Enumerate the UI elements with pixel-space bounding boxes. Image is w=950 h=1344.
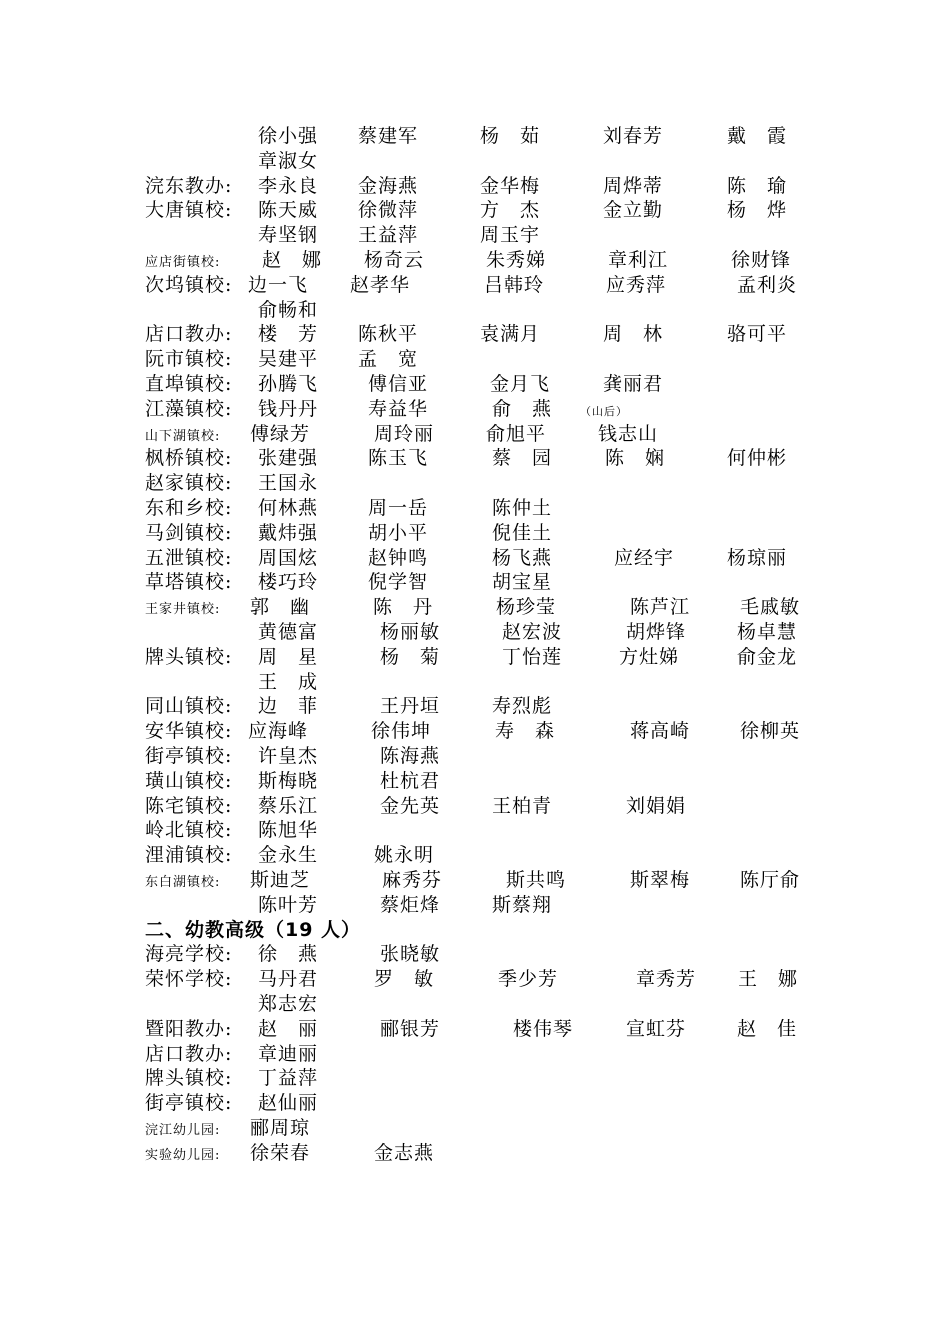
person-name: 倪学智 — [368, 571, 429, 594]
person-name: 戴 霞 — [727, 125, 788, 147]
person-name: 斯梅晓 — [258, 769, 319, 792]
person-name: 戴炜强 — [258, 521, 319, 544]
table-row — [0, 322, 950, 347]
org-name: 浬浦镇校: — [145, 844, 233, 867]
person-name: 应经宇 — [614, 546, 675, 569]
person-name: 楼伟琴 — [513, 1017, 574, 1040]
person-name: 郦银芳 — [380, 1017, 441, 1040]
org-name: 实验幼儿园: — [145, 1147, 221, 1163]
table-row — [0, 149, 950, 174]
table-row — [0, 496, 950, 521]
table-row — [0, 223, 950, 248]
org-name: 浣江幼儿园: — [145, 1123, 221, 1138]
person-name: 杨 烨 — [727, 199, 788, 222]
table-row — [0, 818, 950, 843]
person-name: 孟利炎 — [737, 273, 798, 296]
person-name: 孟 宽 — [358, 348, 419, 371]
table-row — [0, 1042, 950, 1067]
person-name: 何林燕 — [258, 497, 319, 519]
person-name: 方 杰 — [480, 199, 541, 222]
table-row — [0, 372, 950, 397]
person-name: 郭 幽 — [250, 596, 311, 619]
table-row — [0, 794, 950, 819]
person-name: 金华梅 — [480, 174, 541, 197]
person-name: 金志燕 — [374, 1141, 435, 1164]
person-name: 楼 芳 — [258, 323, 319, 346]
table-row — [0, 1017, 950, 1042]
person-name: 杨 菊 — [380, 645, 441, 668]
person-name: 王丹垣 — [380, 695, 441, 718]
person-name: 金立勤 — [603, 199, 664, 222]
person-name: 边一飞 — [248, 273, 309, 296]
person-name: 寿益华 — [368, 397, 429, 420]
person-name: 应海峰 — [248, 720, 309, 743]
person-name: 郑志宏 — [258, 993, 319, 1015]
person-name: 徐微萍 — [358, 199, 419, 222]
person-name: 杨 茹 — [480, 125, 541, 147]
table-row — [0, 992, 950, 1017]
person-name: 倪佳土 — [492, 521, 553, 544]
person-name: 斯蔡翔 — [492, 893, 553, 916]
person-name: 杜杭君 — [380, 769, 441, 792]
person-name: 姚永明 — [374, 844, 435, 867]
person-name: 王柏青 — [492, 794, 553, 817]
org-name: 山下湖镇校: — [145, 428, 221, 444]
person-name: 丁怡莲 — [502, 645, 563, 668]
table-row — [0, 1066, 950, 1091]
org-name: 江藻镇校: — [145, 397, 233, 420]
person-name: 章利江 — [608, 249, 669, 271]
person-name: 胡小平 — [368, 521, 429, 544]
person-name: 王国永 — [258, 472, 319, 495]
org-name: 街亭镇校: — [145, 745, 233, 767]
table-row — [0, 1141, 950, 1166]
person-name: 陈 瑜 — [727, 174, 788, 197]
person-name: 马丹君 — [258, 968, 319, 991]
org-name: 璜山镇校: — [145, 769, 233, 792]
table-row — [0, 942, 950, 967]
person-name: 刘娟娟 — [626, 794, 687, 817]
section-heading-row — [0, 918, 950, 943]
person-name: 王 娜 — [738, 968, 799, 991]
table-row — [0, 248, 950, 273]
person-name: 朱秀娣 — [486, 249, 547, 271]
table-row — [0, 893, 950, 918]
person-name: 徐小强 — [258, 125, 319, 147]
person-name: 黄德富 — [258, 621, 319, 643]
table-row — [0, 446, 950, 471]
org-name: 牌头镇校: — [145, 1067, 233, 1090]
org-name: 直埠镇校: — [145, 373, 233, 395]
person-name: 赵孝华 — [350, 273, 411, 296]
person-name: 周一岳 — [368, 497, 429, 519]
org-name: 五泄镇校: — [145, 546, 233, 569]
table-row — [0, 273, 950, 298]
org-name: 街亭镇校: — [145, 1092, 233, 1115]
person-name: 楼巧玲 — [258, 571, 319, 594]
person-name: 吕韩玲 — [484, 273, 545, 296]
table-row — [0, 570, 950, 595]
org-name: 店口教办: — [145, 1042, 233, 1065]
person-name: 陈天威 — [258, 199, 319, 222]
table-row — [0, 645, 950, 670]
person-name: 边 菲 — [258, 695, 319, 718]
person-name: 金月飞 — [490, 373, 551, 395]
person-name: 徐伟坤 — [371, 720, 432, 743]
person-name: 俞旭平 — [486, 422, 547, 445]
table-row — [0, 397, 950, 422]
person-name: 徐荣春 — [250, 1141, 311, 1164]
person-name: 蒋高崎 — [630, 720, 691, 743]
person-name: 陈芦江 — [630, 596, 691, 619]
person-name: 徐 燕 — [258, 943, 319, 966]
org-name: 东白湖镇校: — [145, 875, 221, 890]
note-text: （山后） — [580, 404, 628, 418]
person-name: 方灶娣 — [619, 645, 680, 668]
person-name: 蔡建军 — [358, 125, 419, 147]
person-name: 赵仙丽 — [258, 1092, 319, 1115]
org-name: 马剑镇校: — [145, 521, 233, 544]
person-name: 杨奇云 — [364, 249, 425, 271]
org-name: 草塔镇校: — [145, 571, 233, 594]
person-name: 陈 丹 — [373, 596, 434, 619]
person-name: 章秀芳 — [636, 968, 697, 991]
person-name: 陈秋平 — [358, 323, 419, 346]
person-name: 金海燕 — [358, 174, 419, 197]
person-name: 郦周琼 — [250, 1117, 311, 1139]
table-row — [0, 521, 950, 546]
person-name: 周 星 — [258, 645, 319, 668]
person-name: 寿 森 — [495, 720, 556, 743]
table-row — [0, 967, 950, 992]
person-name: 罗 敏 — [374, 968, 435, 991]
person-name: 金先英 — [380, 794, 441, 817]
person-name: 陈仲土 — [492, 497, 553, 519]
person-name: 刘春芳 — [603, 125, 664, 147]
person-name: 季少芳 — [498, 968, 559, 991]
org-name: 东和乡校: — [145, 497, 233, 519]
table-row — [0, 1116, 950, 1141]
person-name: 傅信亚 — [368, 373, 429, 395]
person-name: 杨飞燕 — [492, 546, 553, 569]
person-name: 章淑女 — [258, 149, 319, 172]
table-row — [0, 174, 950, 199]
person-name: 张晓敏 — [380, 943, 441, 966]
org-name: 海亮学校: — [145, 943, 233, 966]
person-name: 寿烈彪 — [492, 695, 553, 718]
section-heading: 二、幼教高级（19 人） — [145, 918, 362, 941]
person-name: 王益萍 — [358, 224, 419, 247]
person-name: 蔡炬烽 — [380, 893, 441, 916]
table-row — [0, 1091, 950, 1116]
table-row — [0, 769, 950, 794]
person-name: 骆可平 — [727, 323, 788, 346]
person-name: 赵 娜 — [262, 249, 323, 271]
person-name: 杨珍莹 — [496, 596, 557, 619]
person-name: 胡烨锋 — [626, 621, 687, 643]
person-name: 袁满月 — [480, 323, 541, 346]
table-row — [0, 620, 950, 645]
person-name: 许皇杰 — [258, 745, 319, 767]
table-row — [0, 347, 950, 372]
org-name: 暨阳教办: — [145, 1017, 233, 1040]
org-name: 陈宅镇校: — [145, 794, 233, 817]
person-name: 陈旭华 — [258, 819, 319, 842]
table-row — [0, 868, 950, 893]
person-name: 俞金龙 — [737, 645, 798, 668]
org-name: 王家井镇校: — [145, 602, 221, 618]
table-row — [0, 422, 950, 447]
person-name: 毛戚敏 — [740, 596, 801, 619]
person-name: 俞 燕 — [492, 397, 553, 420]
person-name: 宣虹芬 — [626, 1017, 687, 1040]
person-name: 斯翠梅 — [630, 869, 691, 891]
person-name: 徐财锋 — [731, 249, 792, 271]
org-name: 大唐镇校: — [145, 199, 233, 222]
person-name: 杨琼丽 — [727, 546, 788, 569]
org-name: 同山镇校: — [145, 695, 233, 718]
person-name: 徐柳英 — [740, 720, 801, 743]
table-row — [0, 744, 950, 769]
person-name: 麻秀芬 — [382, 869, 443, 891]
person-name: 杨卓慧 — [737, 621, 798, 643]
person-name: 傅绿芳 — [250, 422, 311, 445]
person-name: 吴建平 — [258, 348, 319, 371]
person-name: 应秀萍 — [606, 273, 667, 296]
person-name: 周玲丽 — [374, 422, 435, 445]
person-name: 斯迪芝 — [250, 869, 311, 891]
table-row — [0, 719, 950, 744]
person-name: 杨丽敏 — [380, 621, 441, 643]
person-name: 陈 娴 — [605, 447, 666, 470]
org-name: 荣怀学校: — [145, 968, 233, 991]
person-name: 赵 丽 — [258, 1017, 319, 1040]
org-name: 安华镇校: — [145, 720, 233, 743]
person-name: 周国炫 — [258, 546, 319, 569]
table-row — [0, 595, 950, 620]
person-name: 陈叶芳 — [258, 893, 319, 916]
table-row — [0, 124, 950, 149]
table-row — [0, 670, 950, 695]
person-name: 金永生 — [258, 844, 319, 867]
org-name: 应店街镇校: — [145, 255, 221, 270]
org-name: 赵家镇校: — [145, 472, 233, 495]
person-name: 周烨蒂 — [603, 174, 664, 197]
org-name: 枫桥镇校: — [145, 447, 233, 470]
person-name: 龚丽君 — [603, 373, 664, 395]
table-row — [0, 298, 950, 323]
person-name: 斯共鸣 — [506, 869, 567, 891]
person-name: 陈玉飞 — [368, 447, 429, 470]
person-name: 赵宏波 — [502, 621, 563, 643]
person-name: 胡宝星 — [492, 571, 553, 594]
person-name: 钱丹丹 — [258, 397, 319, 420]
person-name: 蔡 园 — [492, 447, 553, 470]
person-name: 陈海燕 — [380, 745, 441, 767]
table-row — [0, 694, 950, 719]
person-name: 赵 佳 — [737, 1017, 798, 1040]
table-row — [0, 471, 950, 496]
table-row — [0, 546, 950, 571]
person-name: 陈厅俞 — [740, 869, 801, 891]
person-name: 寿坚钢 — [258, 224, 319, 247]
person-name: 孙腾飞 — [258, 373, 319, 395]
org-name: 浣东教办: — [145, 174, 233, 197]
person-name: 丁益萍 — [258, 1067, 319, 1090]
person-name: 钱志山 — [598, 422, 659, 445]
person-name: 王 成 — [258, 670, 319, 693]
table-row — [0, 843, 950, 868]
org-name: 阮市镇校: — [145, 348, 233, 371]
person-name: 俞畅和 — [258, 298, 319, 321]
person-name: 周玉宇 — [480, 224, 541, 247]
person-name: 蔡乐江 — [258, 794, 319, 817]
person-name: 章迪丽 — [258, 1042, 319, 1065]
person-name: 张建强 — [258, 447, 319, 470]
person-name: 赵钟鸣 — [368, 546, 429, 569]
org-name: 牌头镇校: — [145, 645, 233, 668]
table-row — [0, 198, 950, 223]
person-name: 何仲彬 — [727, 447, 788, 470]
org-name: 次坞镇校: — [145, 273, 233, 296]
org-name: 店口教办: — [145, 323, 233, 346]
person-name: 李永良 — [258, 174, 319, 197]
person-name: 周 林 — [603, 323, 664, 346]
org-name: 岭北镇校: — [145, 819, 233, 842]
